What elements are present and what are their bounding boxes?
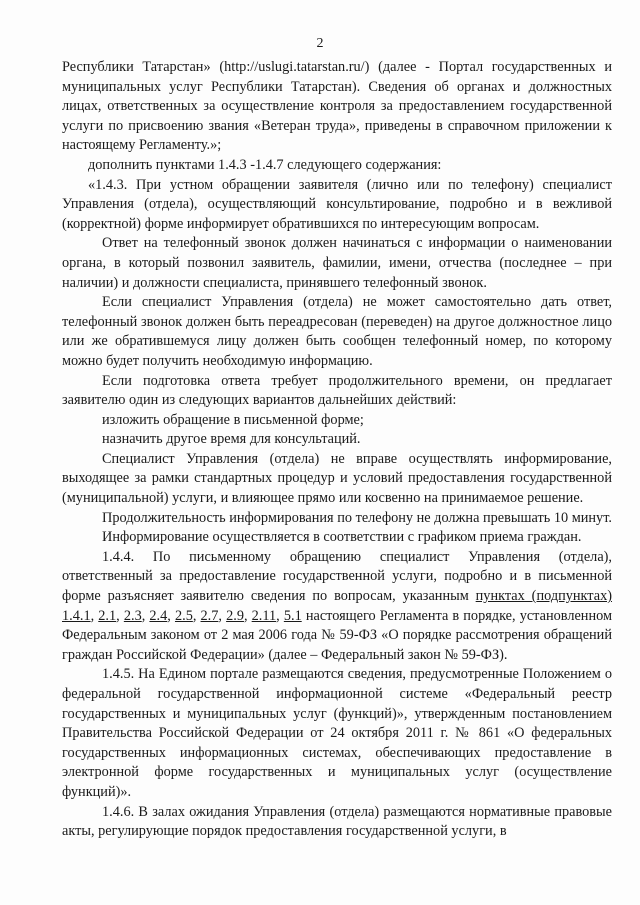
paragraph-long-answer: Если подготовка ответа требует продолжительного времени, он предлагает заявителю один из следующих вариантов дальнейших действий: <box>62 372 612 409</box>
link-2-1[interactable]: 2.1 <box>98 607 117 624</box>
link-2-7[interactable]: 2.7 <box>200 607 219 624</box>
text-1-4-4-start: 1.4.4. По письменному обращению специалист Управления (отдела), ответственный за предоставление государственной услуги, подробно и в письменной форме разъясняет заявителю сведения по вопросам, указанным <box>62 548 612 605</box>
paragraph-specialist-limits: Специалист Управления (отдела) не вправе осуществлять информирование, выходящее за рамки стандартных процедур и условий предоставления государственной (муниципальной) услуги, и влияющее прямо или косвенно на принимаемое решение. <box>62 450 612 507</box>
separator: , <box>90 607 99 624</box>
link-2-3[interactable]: 2.3 <box>123 607 142 624</box>
separator: , <box>141 607 150 624</box>
paragraph-amendment-intro: дополнить пунктами 1.4.3 -1.4.7 следующего содержания: <box>88 156 442 173</box>
separator: , <box>218 607 227 624</box>
link-paragraphs-1-4-1[interactable]: пунктах (подпунктах) 1.4.1 <box>62 588 612 624</box>
paragraph-redirect-call: Если специалист Управления (отдела) не может самостоятельно дать ответ, телефонный звонок должен быть переадресован (переведен) на другое должностное лицо или же обратившемуся лицу должен быть сообщен телефонный номер, по которому можно будет получить необходимую информацию. <box>62 294 612 369</box>
paragraph-1-4-4 <box>62 548 612 666</box>
link-2-4[interactable]: 2.4 <box>149 607 168 624</box>
separator: , <box>243 607 252 624</box>
document-body <box>62 58 612 842</box>
separator: , <box>276 607 284 624</box>
separator: , <box>167 607 175 624</box>
text-1-4-4-end: настоящего Регламента в порядке, установленном Федеральным законом от 2 мая 2006 года № 59-ФЗ «О порядке рассмотрения обращений граждан Российской Федерации» (далее – Федеральный закон № 59-ФЗ). <box>62 607 613 663</box>
separator: , <box>192 607 201 624</box>
paragraph-portal-info: Республики Татарстан» (http://uslugi.tatarstan.ru/) (далее - Портал государственных и муниципальных услуг Республики Татарстан). Сведения об органах и должностных лицах, ответственных за осуществление контроля за предоставлением государственной услуги по присвоению звания «Ветеран труда», приведены в справочном приложении к настоящему Регламенту.»; <box>62 59 612 154</box>
paragraph-1-4-6: 1.4.6. В залах ожидания Управления (отдела) размещаются нормативные правовые акты, регулирующие порядок предоставления государственной услуги, в <box>62 803 612 840</box>
paragraph-phone-answer: Ответ на телефонный звонок должен начинаться с информации о наименовании органа, в который позвонил заявитель, фамилии, имени, отчества (последнее – при наличии) и должности специалиста, принявшего телефонный звонок. <box>62 235 612 291</box>
paragraph-option-reschedule: назначить другое время для консультаций. <box>102 431 361 448</box>
link-2-11[interactable]: 2.11 <box>251 607 277 624</box>
link-5-1[interactable]: 5.1 <box>283 607 302 624</box>
paragraph-1-4-5: 1.4.5. На Едином портале размещаются сведения, предусмотренные Положением о федеральной государственной информационной системе «Федеральный реестр государственных и муниципальных услуг (функций)», утвержденным постановлением Правительства Российской Федерации от 24 октября 2011 г. № 861 «О федеральных государственных информационных системах, обеспечивающих предоставление в электронной форме государственных и муниципальных услуг (осуществление функций)». <box>62 666 612 800</box>
link-2-5[interactable]: 2.5 <box>174 607 193 624</box>
paragraph-duration: Продолжительность информирования по телефону не должна превышать 10 минут. <box>102 509 612 526</box>
separator: , <box>116 607 124 624</box>
page-number: 2 <box>316 36 324 51</box>
link-2-9[interactable]: 2.9 <box>226 607 244 624</box>
paragraph-schedule: Информирование осуществляется в соответствии с графиком приема граждан. <box>102 529 582 546</box>
paragraph-1-4-3: «1.4.3. При устном обращении заявителя (лично или по телефону) специалист Управления (отдела), осуществляющий консультирование, подробно и в вежливой (корректной) форме информирует обратившихся по интересующим вопросам. <box>62 176 612 232</box>
paragraph-option-written: изложить обращение в письменной форме; <box>102 411 364 428</box>
